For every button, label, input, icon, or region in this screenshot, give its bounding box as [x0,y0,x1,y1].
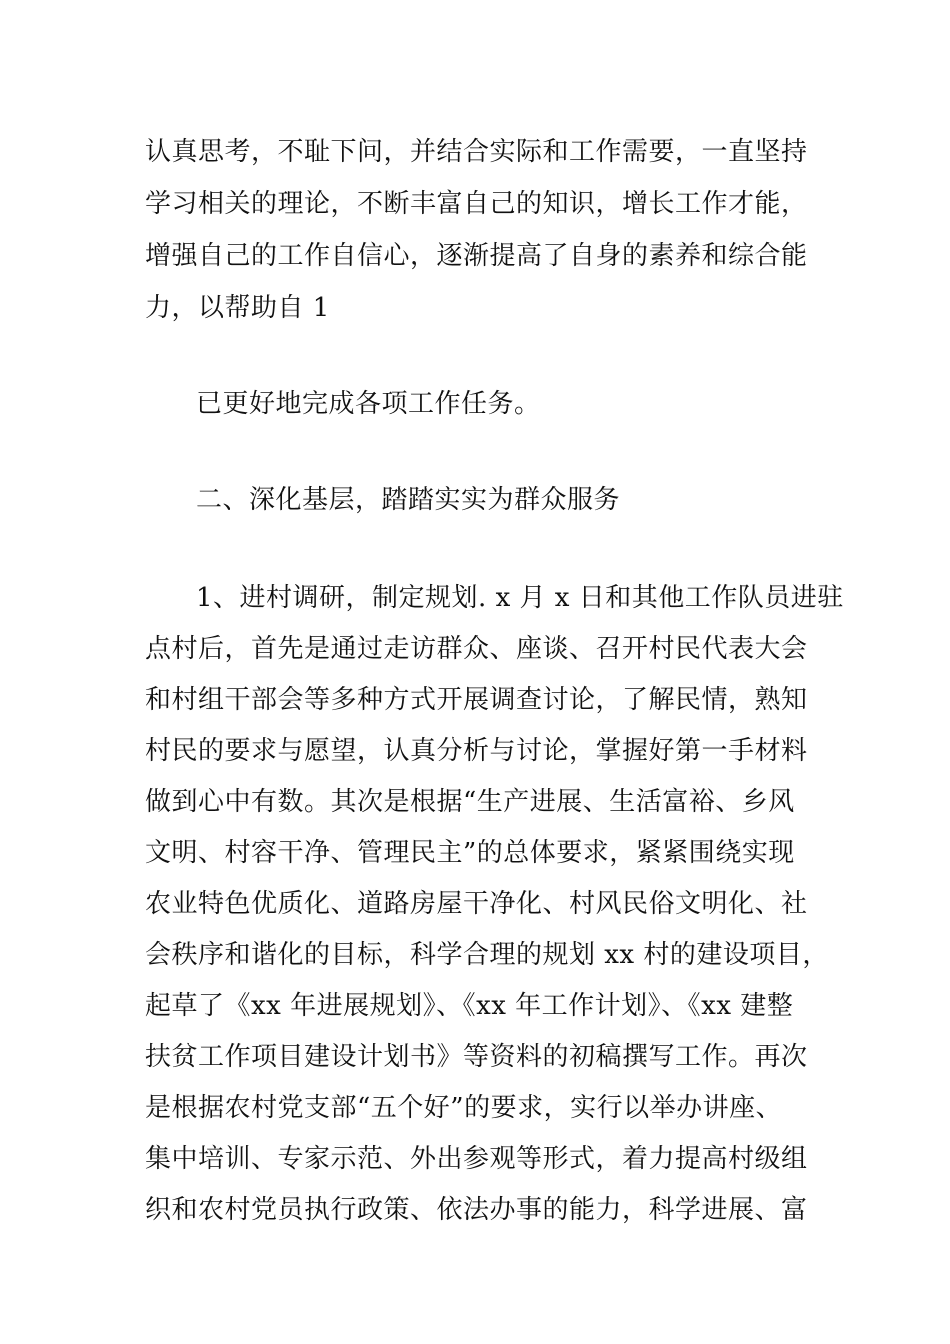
paragraph-3-line-12: 集中培训、专家示范、外出参观等形式，着力提高村级组 [145,1144,808,1174]
paragraph-3-line-13: 织和农村党员执行政策、依法办事的能力，科学进展、富 [145,1195,808,1225]
paragraph-3-line-3: 和村组干部会等多种方式开展调查讨论，了解民情，熟知 [145,685,808,715]
paragraph-3-line-5: 做到心中有数。其次是根据“生产进展、生活富裕、乡风 [145,787,795,817]
paragraph-3-line-1: 1、进村调研，制定规划. x 月 x 日和其他工作队员进驻 [196,583,844,613]
paragraph-1-line-3: 增强自己的工作自信心，逐渐提高了自身的素养和综合能 [145,241,808,271]
paragraph-3-line-6: 文明、村容干净、管理民主”的总体要求，紧紧围绕实现 [145,838,795,868]
paragraph-3-line-9: 起草了《xx 年进展规划》、《xx 年工作计划》、《xx 建整 [145,991,794,1021]
paragraph-1-line-4: 力，以帮助自 1 [145,293,330,323]
paragraph-3-line-2: 点村后，首先是通过走访群众、座谈、召开村民代表大会 [145,634,808,664]
paragraph-3-line-10: 扶贫工作项目建设计划书》等资料的初稿撰写工作。再次 [145,1042,808,1072]
paragraph-3-line-7: 农业特色优质化、道路房屋干净化、村风民俗文明化、社 [145,889,808,919]
paragraph-1-line-2: 学习相关的理论，不断丰富自己的知识，增长工作才能， [145,189,808,219]
section-heading: 二、深化基层，踏踏实实为群众服务 [196,485,621,515]
paragraph-3-line-4: 村民的要求与愿望，认真分析与讨论，掌握好第一手材料 [145,736,808,766]
paragraph-3-line-11: 是根据农村党支部“五个好”的要求，实行以举办讲座、 [145,1093,783,1123]
paragraph-2: 已更好地完成各项工作任务。 [196,389,541,419]
paragraph-1-line-1: 认真思考，不耻下问，并结合实际和工作需要，一直坚持 [145,137,808,167]
paragraph-3-line-8: 会秩序和谐化的目标，科学合理的规划 xx 村的建设项目， [145,940,829,970]
